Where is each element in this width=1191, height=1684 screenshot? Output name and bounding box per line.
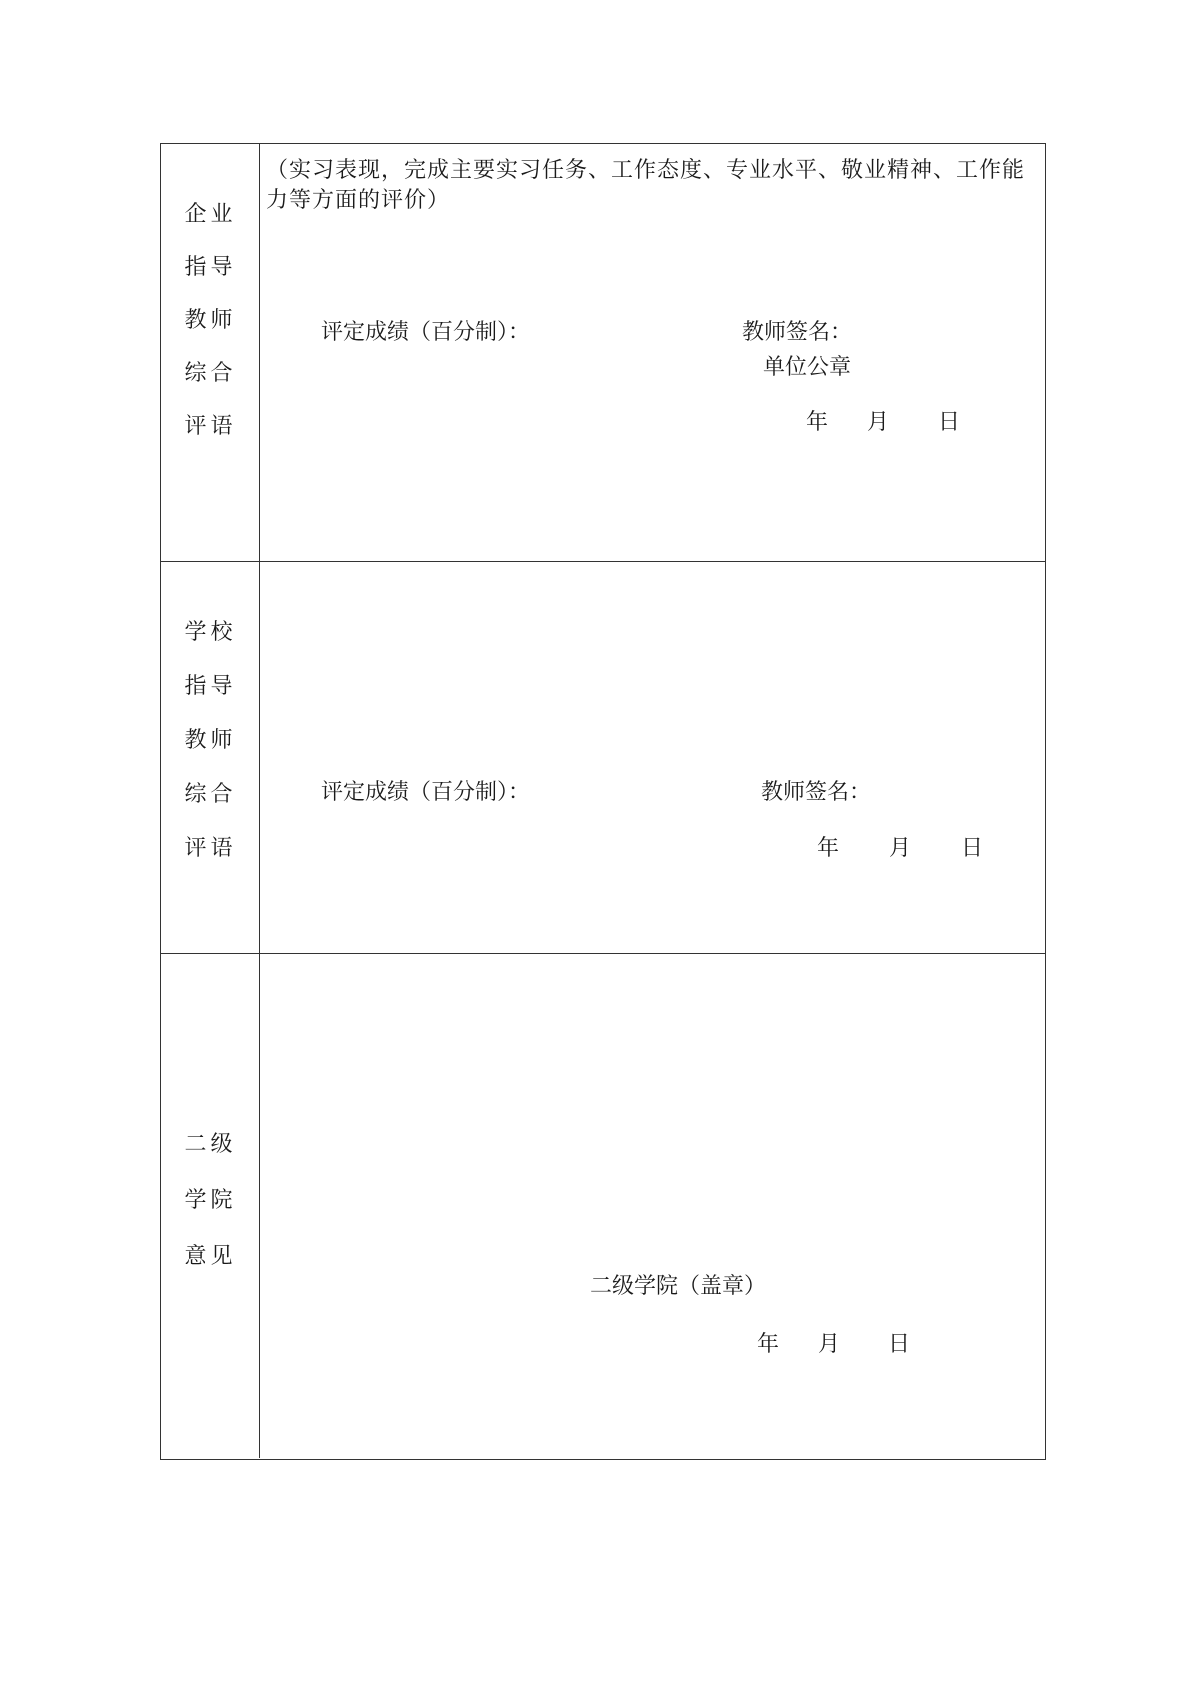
college-opinion-row bbox=[161, 954, 1045, 1458]
score-label: 评定成绩（百分制）： bbox=[321, 780, 531, 805]
date-month-label: 月 bbox=[889, 836, 912, 861]
date-day-label: 日 bbox=[961, 836, 984, 861]
row-label-line: 学院 bbox=[184, 1188, 237, 1213]
date-year-label: 年 bbox=[806, 410, 829, 435]
row-label-line: 意见 bbox=[184, 1244, 237, 1269]
evaluation-form-table bbox=[160, 143, 1046, 1460]
enterprise-teacher-row bbox=[161, 144, 1045, 562]
date-year-label: 年 bbox=[817, 836, 840, 861]
teacher-signature-label: 教师签名： bbox=[761, 780, 872, 805]
college-opinion-label-cell bbox=[161, 954, 260, 1458]
college-opinion-comment-area[interactable] bbox=[260, 954, 1045, 1458]
row-label-line: 指导 bbox=[184, 674, 237, 699]
enterprise-teacher-comment-area[interactable] bbox=[260, 144, 1045, 561]
school-teacher-comment-area[interactable] bbox=[260, 562, 1045, 953]
date-month-label: 月 bbox=[867, 410, 890, 435]
date-day-label: 日 bbox=[888, 1332, 911, 1357]
teacher-signature-label: 教师签名： bbox=[742, 320, 853, 345]
enterprise-teacher-label-cell bbox=[161, 144, 260, 561]
college-seal-label: 二级学院（盖章） bbox=[590, 1274, 767, 1299]
row-label-line: 学校 bbox=[184, 620, 237, 645]
row-label-line: 指导 bbox=[184, 255, 237, 280]
date-month-label: 月 bbox=[818, 1332, 841, 1357]
row-label-line: 评语 bbox=[184, 414, 237, 439]
unit-seal-label: 单位公章 bbox=[763, 355, 852, 380]
school-teacher-row bbox=[161, 562, 1045, 954]
row-label-line: 评语 bbox=[184, 836, 237, 861]
row-label-line: 综合 bbox=[184, 361, 237, 386]
evaluation-instruction: （实习表现，完成主要实习任务、工作态度、专业水平、敬业精神、工作能力等方面的评价） bbox=[266, 158, 1026, 213]
row-label-line: 企业 bbox=[184, 202, 237, 227]
row-label-line: 教师 bbox=[184, 308, 237, 333]
score-label: 评定成绩（百分制）： bbox=[321, 320, 531, 345]
date-day-label: 日 bbox=[938, 410, 961, 435]
row-label-line: 综合 bbox=[184, 782, 237, 807]
school-teacher-label-cell bbox=[161, 562, 260, 953]
row-label-line: 二级 bbox=[184, 1132, 237, 1157]
date-year-label: 年 bbox=[757, 1332, 780, 1357]
row-label-line: 教师 bbox=[184, 728, 237, 753]
